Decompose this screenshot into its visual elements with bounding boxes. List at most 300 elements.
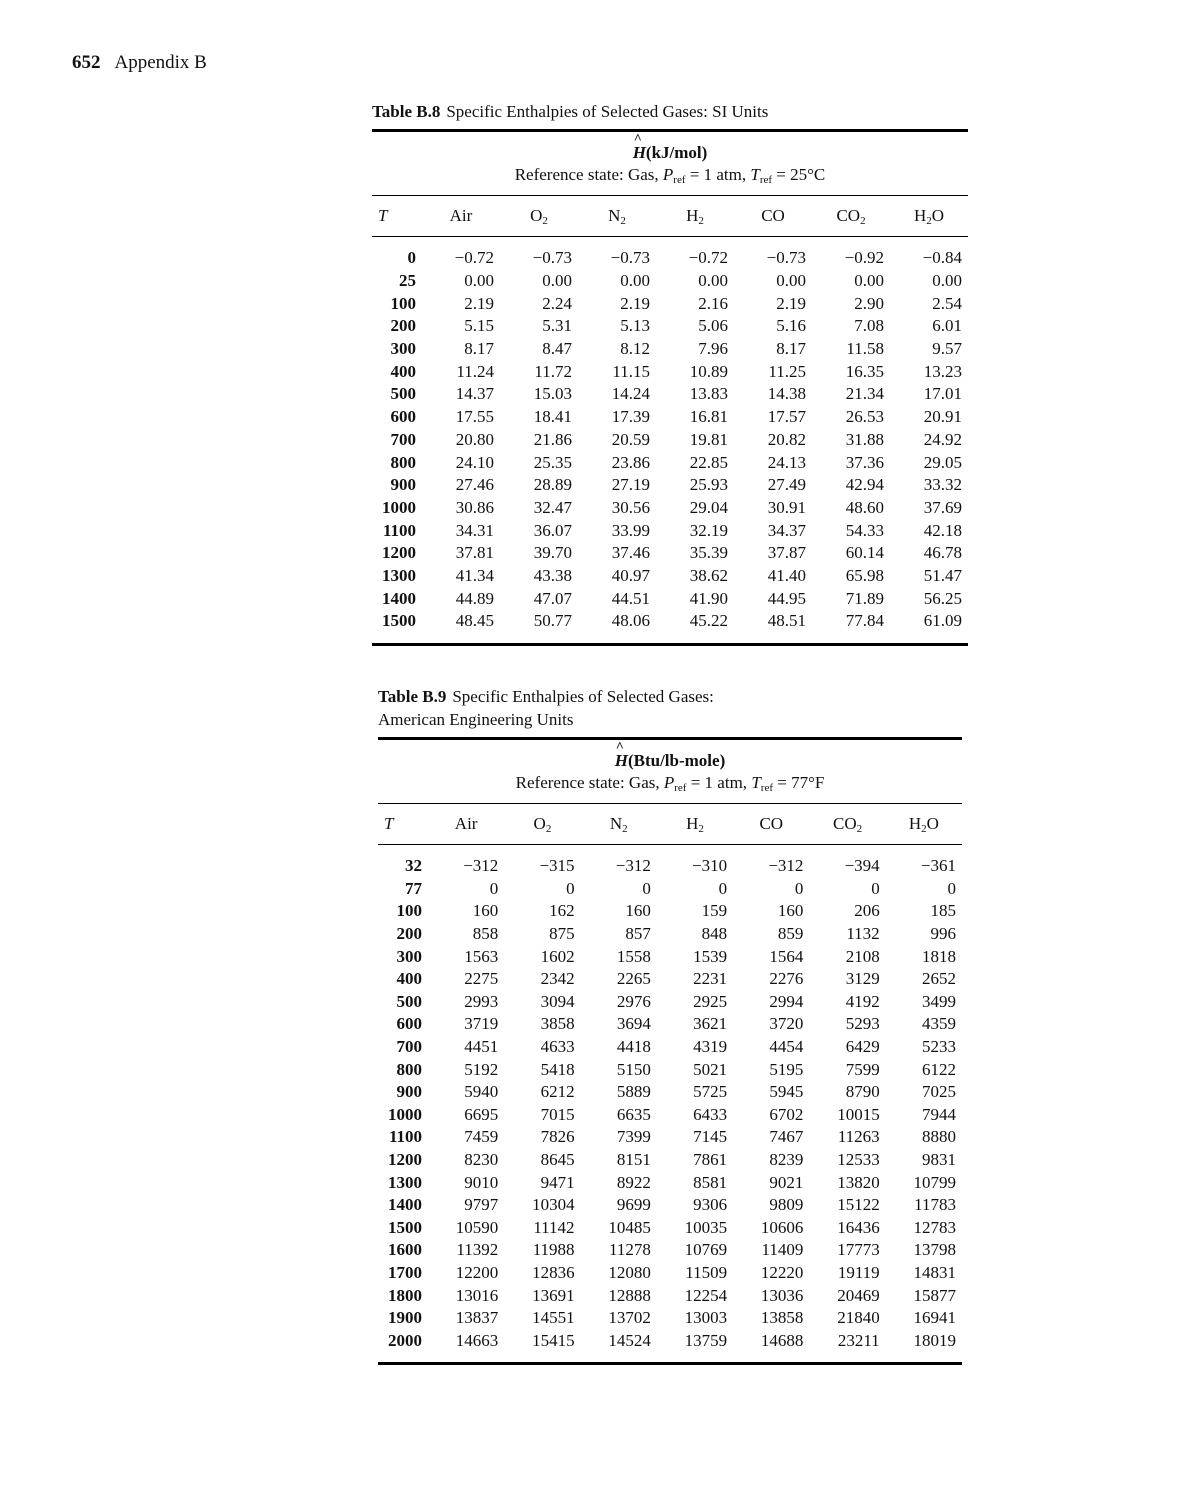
table-row (372, 270, 968, 293)
reference-t-sub: ref (760, 782, 773, 794)
enthalpy-cell: 6429 (845, 1037, 880, 1057)
enthalpy-cell: 18019 (886, 1329, 962, 1363)
enthalpy-cell: 13.83 (689, 384, 728, 404)
enthalpy-cell: 12783 (913, 1217, 956, 1237)
enthalpy-cell: 4359 (922, 1014, 956, 1034)
enthalpy-cell: 8581 (693, 1172, 728, 1192)
enthalpy-cell: 2.54 (932, 293, 962, 313)
enthalpy-cell: 30.56 (611, 497, 650, 517)
temperature-cell: 700 (396, 1037, 422, 1057)
enthalpy-cell: 28.89 (533, 475, 572, 495)
enthalpy-cell: 8.17 (464, 339, 494, 359)
enthalpy-cell: 6635 (616, 1104, 651, 1124)
enthalpy-cell: 22.85 (689, 452, 728, 472)
enthalpy-cell: 44.89 (455, 588, 494, 608)
enthalpy-cell: −315 (539, 856, 575, 876)
enthalpy-cell: 17.55 (455, 407, 494, 427)
enthalpy-cell: 10606 (760, 1217, 804, 1237)
enthalpy-cell: 8.12 (620, 339, 650, 359)
enthalpy-cell: 17773 (837, 1240, 880, 1260)
column-subscript: 2 (698, 822, 704, 835)
enthalpy-cell: 11278 (608, 1240, 651, 1260)
column-name: H (686, 205, 699, 225)
reference-row (372, 164, 968, 196)
temperature-cell: 1900 (388, 1308, 422, 1328)
table-b9 (378, 685, 962, 1365)
enthalpy-cell: 2652 (922, 969, 956, 989)
temperature-cell: 200 (396, 924, 422, 944)
enthalpy-cell: 15.03 (533, 384, 572, 404)
table-row (378, 945, 962, 968)
enthalpy-cell: 47.07 (533, 588, 572, 608)
enthalpy-cell: 0 (794, 878, 804, 898)
column-header (422, 196, 500, 237)
reference-row (378, 772, 962, 804)
enthalpy-cell: 5195 (769, 1059, 804, 1079)
column-header (504, 804, 580, 845)
column-name: CO (832, 813, 857, 833)
enthalpy-cell: 6212 (540, 1082, 575, 1102)
column-subscript: 2 (860, 214, 866, 227)
enthalpy-cell: 9699 (616, 1195, 651, 1215)
temperature-cell: 1000 (388, 1104, 422, 1124)
enthalpy-cell: 7459 (464, 1127, 499, 1147)
enthalpy-cell: 6433 (693, 1104, 728, 1124)
enthalpy-cell: 8.47 (542, 339, 572, 359)
temperature-cell: 77 (405, 878, 422, 898)
enthalpy-cell: 20.59 (611, 429, 650, 449)
enthalpy-cell: 6695 (464, 1104, 499, 1124)
reference-mid: = 1 atm, (685, 165, 751, 184)
column-name: CO (761, 206, 785, 225)
enthalpy-cell: 13016 (455, 1285, 499, 1305)
enthalpy-cell: 2.19 (464, 293, 494, 313)
enthalpy-cell: 7.96 (698, 339, 728, 359)
enthalpy-cell: 8922 (616, 1172, 651, 1192)
enthalpy-cell: −0.72 (454, 248, 494, 268)
table-label: Table B.9 (378, 687, 447, 706)
column-subscript: 2 (856, 822, 863, 835)
enthalpy-cell: 2.19 (776, 293, 806, 313)
enthalpy-cell: 17.01 (923, 384, 962, 404)
enthalpy-cell: 8645 (540, 1150, 575, 1170)
reference-suffix: = 25°C (772, 165, 826, 184)
table-row (372, 338, 968, 361)
enthalpy-cell: 26.53 (845, 407, 884, 427)
table-row (378, 1284, 962, 1307)
temperature-cell: 400 (396, 969, 422, 989)
enthalpy-cell: 46.78 (923, 543, 962, 563)
enthalpy-cell: 11392 (456, 1240, 499, 1260)
enthalpy-cell: 5945 (769, 1082, 804, 1102)
table-row (378, 1126, 962, 1149)
enthalpy-cell: 14.37 (455, 384, 494, 404)
enthalpy-cell: 20.91 (923, 407, 962, 427)
enthalpy-cell: 10304 (532, 1195, 575, 1215)
enthalpy-cell: 25.93 (689, 475, 728, 495)
enthalpy-cell: 16.81 (689, 407, 728, 427)
enthalpy-cell: 8230 (464, 1150, 499, 1170)
reference-prefix: Reference state: Gas, (515, 773, 664, 792)
table-title: Specific Enthalpies of Selected Gases: (452, 687, 714, 706)
column-header (378, 804, 428, 845)
enthalpy-cell: 1563 (464, 946, 499, 966)
enthalpy-cell: 0.00 (776, 271, 806, 291)
column-name: H (913, 205, 927, 225)
reference-suffix: = 77°F (773, 773, 825, 792)
reference-t: T (751, 773, 761, 792)
enthalpy-cell: 11.15 (612, 361, 650, 381)
enthalpy-cell: 21.34 (845, 384, 884, 404)
enthalpy-cell: 8790 (845, 1082, 880, 1102)
temperature-cell: 500 (396, 991, 422, 1011)
enthalpy-cell: 29.04 (689, 497, 728, 517)
column-header (578, 196, 656, 237)
enthalpy-cell: 3694 (616, 1014, 651, 1034)
enthalpy-cell: 10015 (837, 1104, 880, 1124)
enthalpy-cell: 2276 (769, 969, 804, 989)
page-header (72, 52, 207, 74)
temperature-cell: 1200 (382, 543, 416, 563)
enthalpy-cell: −312 (615, 856, 651, 876)
column-name: Air (454, 814, 478, 833)
table-row (378, 1104, 962, 1127)
enthalpy-cell: 32.19 (689, 520, 728, 540)
enthalpy-cell: 5.13 (620, 316, 650, 336)
enthalpy-cell: −0.84 (922, 248, 962, 268)
enthalpy-cell: 23211 (809, 1329, 885, 1363)
table-row (378, 923, 962, 946)
enthalpy-cell: 848 (701, 924, 728, 944)
enthalpy-cell: 16.35 (845, 361, 884, 381)
enthalpy-cell: 3719 (464, 1014, 499, 1034)
enthalpy-cell: 7467 (769, 1127, 804, 1147)
column-subscript: 2 (622, 822, 628, 835)
section-title: Appendix B (114, 52, 207, 73)
enthalpy-cell: 13691 (532, 1285, 575, 1305)
enthalpy-cell: 12254 (684, 1285, 728, 1305)
enthalpy-cell: −394 (844, 856, 880, 876)
enthalpy-cell: 2342 (540, 969, 575, 989)
temperature-cell: 1500 (372, 610, 422, 644)
enthalpy-cell: 21.86 (533, 429, 572, 449)
reference-prefix: Reference state: Gas, (514, 165, 663, 184)
enthalpy-cell: 0 (566, 878, 575, 898)
data-table (372, 129, 968, 646)
enthalpy-cell: 23.86 (611, 452, 650, 472)
temperature-cell: 1300 (388, 1172, 422, 1192)
enthalpy-cell: −0.73 (610, 248, 650, 268)
enthalpy-cell: 0 (718, 878, 728, 898)
enthalpy-cell: 857 (625, 924, 651, 944)
enthalpy-cell: 7.08 (854, 316, 884, 336)
enthalpy-cell: 25.35 (533, 452, 572, 472)
enthalpy-cell: 8239 (769, 1150, 804, 1170)
enthalpy-cell: 9809 (769, 1195, 804, 1215)
temperature-cell: 1300 (382, 565, 416, 585)
enthalpy-cell: 17.39 (611, 407, 650, 427)
enthalpy-cell: 13820 (837, 1172, 880, 1192)
enthalpy-cell: 6702 (769, 1104, 804, 1124)
column-header (428, 804, 504, 845)
enthalpy-cell: 6122 (922, 1059, 956, 1079)
enthalpy-cell: 11.25 (768, 361, 806, 381)
column-name: T (384, 814, 394, 833)
enthalpy-cell: 2.16 (698, 293, 728, 313)
enthalpy-symbol: ^ H (615, 750, 628, 772)
enthalpy-cell: 65.98 (845, 565, 884, 585)
enthalpy-cell: 12200 (455, 1262, 499, 1282)
enthalpy-cell: 11.58 (846, 339, 884, 359)
enthalpy-cell: −312 (768, 856, 804, 876)
temperature-cell: 2000 (378, 1329, 428, 1363)
enthalpy-cell: 8151 (616, 1150, 651, 1170)
enthalpy-cell: 34.37 (767, 520, 806, 540)
table-caption (372, 100, 968, 123)
temperature-cell: 1600 (388, 1240, 422, 1260)
enthalpy-cell: −0.92 (844, 248, 884, 268)
enthalpy-cell: 24.10 (455, 452, 494, 472)
table-b8 (372, 100, 968, 646)
enthalpy-cell: 159 (701, 901, 728, 921)
table-row (378, 900, 962, 923)
enthalpy-cell: 8880 (922, 1127, 956, 1147)
temperature-cell: 32 (405, 856, 422, 876)
temperature-cell: 200 (390, 316, 416, 336)
enthalpy-cell: 15122 (837, 1195, 880, 1215)
enthalpy-cell: 7826 (540, 1127, 575, 1147)
table-row (372, 360, 968, 383)
table-row (378, 1262, 962, 1285)
table-row (372, 497, 968, 520)
enthalpy-cell: 37.36 (845, 452, 884, 472)
enthalpy-cell: 13798 (913, 1240, 956, 1260)
enthalpy-cell: −0.73 (766, 248, 806, 268)
enthalpy-cell: 41.90 (689, 588, 728, 608)
reference-t: T (750, 165, 760, 184)
column-tail: O (926, 813, 939, 833)
enthalpy-cell: 15877 (913, 1285, 956, 1305)
enthalpy-cell: 1539 (693, 946, 728, 966)
table-row (378, 1194, 962, 1217)
enthalpy-cell: 60.14 (845, 543, 884, 563)
column-subscript: 2 (545, 822, 552, 835)
temperature-cell: 25 (399, 271, 416, 291)
enthalpy-cell: 43.38 (533, 565, 572, 585)
table-title: American Engineering Units (378, 710, 574, 729)
enthalpy-cell: 37.46 (611, 543, 650, 563)
enthalpy-cell: 9306 (693, 1195, 728, 1215)
enthalpy-cell: 4454 (769, 1037, 804, 1057)
enthalpy-cell: 14831 (913, 1262, 956, 1282)
table-caption (378, 685, 962, 731)
table-row (378, 968, 962, 991)
table-row (378, 1036, 962, 1059)
temperature-cell: 300 (396, 946, 422, 966)
enthalpy-cell: 7861 (693, 1150, 728, 1170)
enthalpy-cell: 14524 (581, 1329, 657, 1363)
enthalpy-cell: 11142 (533, 1217, 575, 1237)
enthalpy-cell: 0.00 (620, 271, 650, 291)
enthalpy-cell: 41.40 (767, 565, 806, 585)
column-subscript: 2 (921, 822, 927, 835)
enthalpy-cell: 7025 (922, 1082, 956, 1102)
enthalpy-cell: 34.31 (455, 520, 494, 540)
enthalpy-cell: 160 (777, 901, 804, 921)
enthalpy-cell: 12533 (837, 1150, 880, 1170)
table-row (372, 610, 968, 644)
temperature-cell: 0 (407, 248, 416, 268)
enthalpy-cell: 3129 (845, 969, 880, 989)
enthalpy-cell: 5725 (693, 1082, 728, 1102)
enthalpy-cell: 10485 (608, 1217, 651, 1237)
enthalpy-cell: 13858 (760, 1308, 804, 1328)
enthalpy-cell: 160 (625, 901, 651, 921)
enthalpy-cell: 8.17 (776, 339, 806, 359)
enthalpy-cell: 13036 (760, 1285, 804, 1305)
enthalpy-cell: 61.09 (890, 610, 968, 644)
enthalpy-cell: 5150 (616, 1059, 651, 1079)
enthalpy-cell: 11.24 (456, 361, 494, 381)
table-row (372, 565, 968, 588)
enthalpy-cell: 21840 (837, 1308, 880, 1328)
column-name: CO (759, 814, 784, 833)
enthalpy-cell: 875 (549, 924, 575, 944)
table-row (372, 587, 968, 610)
enthalpy-cell: 0 (489, 878, 499, 898)
enthalpy-cell: 9010 (464, 1172, 499, 1192)
enthalpy-cell: 71.89 (845, 588, 884, 608)
column-name: N (608, 205, 621, 225)
enthalpy-cell: 13003 (684, 1308, 728, 1328)
enthalpy-cell: 44.51 (611, 588, 650, 608)
enthalpy-cell: 9831 (922, 1150, 956, 1170)
temperature-cell: 1200 (388, 1150, 422, 1170)
enthalpy-cell: 33.32 (923, 475, 962, 495)
column-name: N (609, 813, 623, 833)
enthalpy-cell: 56.25 (923, 588, 962, 608)
enthalpy-cell: 37.81 (455, 543, 494, 563)
table-title: Specific Enthalpies of Selected Gases: SI Units (446, 102, 769, 121)
enthalpy-cell: 11263 (837, 1127, 880, 1147)
enthalpy-cell: 5.15 (464, 316, 494, 336)
enthalpy-cell: 858 (472, 924, 499, 944)
column-subscript: 2 (926, 214, 932, 227)
enthalpy-cell: −361 (920, 856, 956, 876)
enthalpy-cell: 44.95 (767, 588, 806, 608)
enthalpy-cell: 48.45 (422, 610, 500, 644)
enthalpy-cell: 162 (549, 901, 575, 921)
column-subscript: 2 (620, 214, 626, 227)
table-row (378, 1171, 962, 1194)
enthalpy-cell: 2994 (769, 991, 804, 1011)
enthalpy-cell: 4319 (693, 1037, 728, 1057)
enthalpy-cell: 1602 (540, 946, 575, 966)
enthalpy-cell: 3720 (769, 1014, 804, 1034)
enthalpy-cell: 2108 (845, 946, 880, 966)
temperature-cell: 1500 (388, 1217, 422, 1237)
table-row (372, 406, 968, 429)
enthalpy-cell: 160 (472, 901, 499, 921)
enthalpy-cell: 27.46 (455, 475, 494, 495)
enthalpy-cell: 27.19 (611, 475, 650, 495)
enthalpy-cell: 14551 (532, 1308, 575, 1328)
enthalpy-cell: 37.87 (767, 543, 806, 563)
enthalpy-cell: 51.47 (923, 565, 962, 585)
enthalpy-cell: 4451 (464, 1037, 499, 1057)
table-label: Table B.8 (372, 102, 441, 121)
enthalpy-cell: 19119 (837, 1262, 880, 1282)
table-row (372, 383, 968, 406)
column-header (890, 196, 968, 237)
column-name: Air (449, 206, 473, 225)
enthalpy-cell: 0 (642, 878, 651, 898)
table-row (378, 1329, 962, 1363)
enthalpy-cell: 4633 (540, 1037, 575, 1057)
table-row (378, 1058, 962, 1081)
enthalpy-cell: 11409 (761, 1240, 804, 1260)
enthalpy-cell: 48.60 (845, 497, 884, 517)
reference-t-sub: ref (759, 174, 773, 186)
enthalpy-cell: 11988 (532, 1240, 575, 1260)
enthalpy-cell: 45.22 (656, 610, 734, 644)
enthalpy-cell: 17.57 (767, 407, 806, 427)
column-name: O (533, 813, 546, 833)
enthalpy-cell: 5889 (616, 1082, 651, 1102)
table-row (378, 1149, 962, 1172)
units-row (372, 131, 968, 165)
enthalpy-cell: 0 (871, 878, 880, 898)
enthalpy-cell: 7015 (540, 1104, 575, 1124)
table-row (372, 237, 968, 270)
enthalpy-cell: 5418 (540, 1059, 575, 1079)
temperature-cell: 600 (396, 1014, 422, 1034)
enthalpy-cell: 14688 (733, 1329, 809, 1363)
enthalpy-cell: 11509 (685, 1262, 728, 1282)
enthalpy-cell: 2.90 (854, 293, 884, 313)
temperature-cell: 1400 (382, 588, 416, 608)
enthalpy-cell: 7599 (845, 1059, 880, 1079)
enthalpy-cell: 5.16 (776, 316, 806, 336)
enthalpy-cell: 9797 (464, 1195, 499, 1215)
temperature-cell: 700 (390, 429, 416, 449)
enthalpy-cell: 7399 (616, 1127, 651, 1147)
enthalpy-cell: 14663 (428, 1329, 504, 1363)
column-subscript: 2 (698, 214, 704, 227)
temperature-cell: 1400 (388, 1195, 422, 1215)
enthalpy-cell: 32.47 (533, 497, 572, 517)
enthalpy-cell: −0.72 (688, 248, 728, 268)
enthalpy-cell: 13759 (657, 1329, 733, 1363)
unit-label: (kJ/mol) (645, 143, 708, 162)
enthalpy-cell: 1558 (616, 946, 651, 966)
enthalpy-cell: 859 (777, 924, 804, 944)
temperature-cell: 800 (396, 1059, 422, 1079)
enthalpy-cell: 14.24 (611, 384, 650, 404)
enthalpy-cell: 10799 (913, 1172, 956, 1192)
reference-p: P (663, 773, 675, 792)
column-header-row (378, 804, 962, 845)
enthalpy-cell: 48.51 (734, 610, 812, 644)
column-tail: O (931, 205, 945, 225)
enthalpy-cell: 20469 (837, 1285, 880, 1305)
enthalpy-cell: 36.07 (533, 520, 572, 540)
enthalpy-cell: 4192 (845, 991, 880, 1011)
reference-state (372, 164, 968, 196)
enthalpy-cell: 3499 (922, 991, 956, 1011)
enthalpy-cell: 996 (930, 924, 956, 944)
temperature-cell: 400 (390, 361, 416, 381)
